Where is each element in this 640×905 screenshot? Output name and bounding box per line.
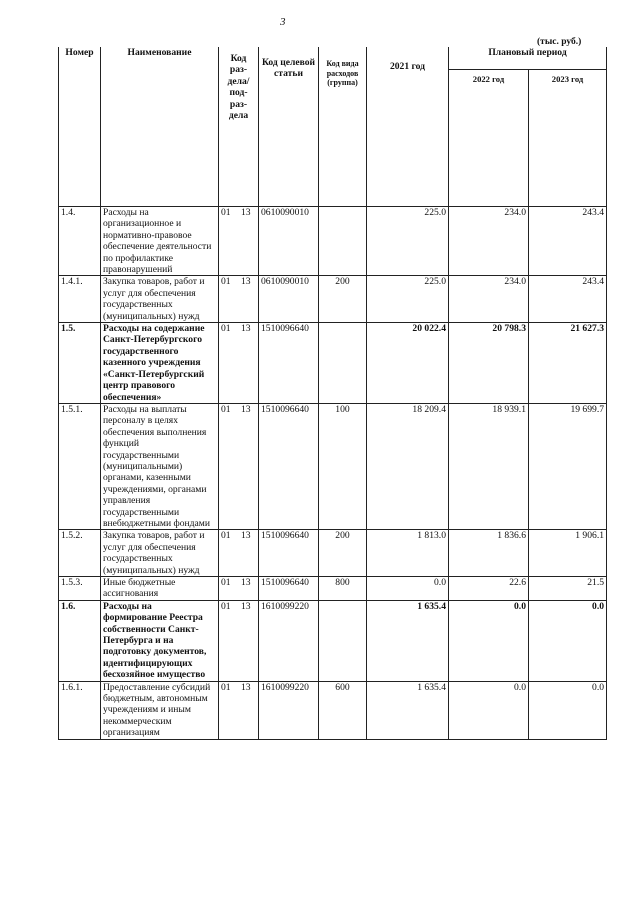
row-section: 01 — [221, 207, 231, 218]
row-target-code: 1510096640 — [259, 577, 319, 601]
row-target-code: 1510096640 — [259, 530, 319, 577]
page-number: 3 — [280, 16, 286, 28]
row-subsection: 13 — [241, 323, 251, 335]
row-subsection: 13 — [241, 403, 251, 415]
header-year-2022: 2022 год — [449, 70, 529, 159]
row-target-code: 1510096640 — [259, 323, 319, 404]
row-section: 01 — [221, 276, 231, 288]
row-section-code — [219, 276, 259, 323]
row-number: 1.6.1. — [59, 681, 101, 739]
row-amount-2021: 225.0 — [367, 276, 449, 323]
row-amount-2022: 234.0 — [449, 207, 529, 276]
row-number: 1.5.1. — [59, 403, 101, 529]
row-section: 01 — [221, 530, 231, 542]
table-row — [59, 530, 607, 577]
row-subsection: 13 — [241, 600, 251, 612]
row-target-code: 0610090010 — [259, 207, 319, 276]
table-row — [59, 577, 607, 601]
header-plan-period: Плановый период — [449, 47, 607, 70]
header-section-code: Код раз-дела/ под-раз-дела — [219, 47, 259, 158]
row-name: Закупка товаров, работ и услуг для обеспечения государственных (муниципальных) нужд — [101, 530, 219, 577]
row-amount-2023: 19 699.7 — [529, 403, 607, 529]
row-amount-2022: 234.0 — [449, 276, 529, 323]
table-row — [59, 403, 607, 529]
row-section-code — [219, 577, 259, 601]
row-amount-2022: 0.0 — [449, 681, 529, 739]
row-amount-2021: 18 209.4 — [367, 403, 449, 529]
row-amount-2022: 1 836.6 — [449, 530, 529, 577]
table-row — [59, 323, 607, 404]
row-expense-type — [319, 600, 367, 681]
row-expense-type: 200 — [319, 530, 367, 577]
row-amount-2023: 0.0 — [529, 681, 607, 739]
row-expense-type: 100 — [319, 403, 367, 529]
row-target-code: 1610099220 — [259, 681, 319, 739]
row-section-code — [219, 600, 259, 681]
header-spacer-row — [59, 158, 607, 207]
row-subsection: 13 — [241, 530, 251, 542]
row-amount-2023: 243.4 — [529, 276, 607, 323]
row-section: 01 — [221, 403, 231, 415]
row-amount-2021: 1 813.0 — [367, 530, 449, 577]
row-target-code: 0610090010 — [259, 276, 319, 323]
row-section: 01 — [221, 323, 231, 335]
row-name: Расходы на содержание Санкт-Петербургского государственного казенного учреждения «Санкт-Петербургский центр правового обеспечения» — [101, 323, 219, 404]
row-expense-type — [319, 207, 367, 276]
row-amount-2022: 22.6 — [449, 577, 529, 601]
header-target-code: Код целевой статьи — [259, 47, 319, 158]
row-amount-2021: 1 635.4 — [367, 600, 449, 681]
units-note: (тыс. руб.) — [537, 37, 582, 47]
row-subsection: 13 — [241, 207, 251, 218]
row-amount-2023: 21.5 — [529, 577, 607, 601]
row-section-code — [219, 681, 259, 739]
header-expense-type-code: Код вида расходов (группа) — [319, 47, 367, 158]
row-name: Расходы на выплаты персоналу в целях обеспечения выполнения функций государственными (муниципальными) органами, казенными учреждениями, органами управления государственными внебюджетными фондами — [101, 403, 219, 529]
row-amount-2021: 0.0 — [367, 577, 449, 601]
row-expense-type: 800 — [319, 577, 367, 601]
row-name: Закупка товаров, работ и услуг для обеспечения государственных (муниципальных) нужд — [101, 276, 219, 323]
row-name: Расходы на формирование Реестра собственности Санкт-Петербурга и на подготовку документов, идентифицирующих бесхозяйное имущество — [101, 600, 219, 681]
budget-table — [58, 47, 607, 740]
row-name: Предоставление субсидий бюджетным, автономным учреждениям и иным некоммерческим организациям — [101, 681, 219, 739]
row-target-code: 1510096640 — [259, 403, 319, 529]
row-amount-2023: 21 627.3 — [529, 323, 607, 404]
row-expense-type: 600 — [319, 681, 367, 739]
row-target-code: 1610099220 — [259, 600, 319, 681]
table-row — [59, 276, 607, 323]
row-section-code — [219, 323, 259, 404]
header-number: Номер — [59, 47, 101, 158]
row-amount-2022: 0.0 — [449, 600, 529, 681]
row-number: 1.4.1. — [59, 276, 101, 323]
row-subsection: 13 — [241, 577, 251, 588]
row-number: 1.4. — [59, 207, 101, 276]
row-amount-2023: 1 906.1 — [529, 530, 607, 577]
row-number: 1.5. — [59, 323, 101, 404]
row-section-code — [219, 403, 259, 529]
row-number: 1.5.3. — [59, 577, 101, 601]
table-row — [59, 207, 607, 276]
row-subsection: 13 — [241, 276, 251, 288]
row-number: 1.5.2. — [59, 530, 101, 577]
row-amount-2022: 18 939.1 — [449, 403, 529, 529]
table-row — [59, 600, 607, 681]
header-name: Наименование — [101, 47, 219, 158]
row-amount-2023: 0.0 — [529, 600, 607, 681]
row-amount-2023: 243.4 — [529, 207, 607, 276]
row-subsection: 13 — [241, 681, 251, 693]
row-section-code — [219, 530, 259, 577]
row-amount-2021: 1 635.4 — [367, 681, 449, 739]
row-section-code — [219, 207, 259, 276]
row-amount-2021: 225.0 — [367, 207, 449, 276]
row-expense-type: 200 — [319, 276, 367, 323]
row-number: 1.6. — [59, 600, 101, 681]
row-name: Расходы на организационное и нормативно-правовое обеспечение деятельности по профилактике правонарушений — [101, 207, 219, 276]
header-year-2023: 2023 год — [529, 70, 607, 159]
row-name: Иные бюджетные ассигнования — [101, 577, 219, 601]
table-row — [59, 681, 607, 739]
row-section: 01 — [221, 577, 231, 588]
row-expense-type — [319, 323, 367, 404]
row-amount-2022: 20 798.3 — [449, 323, 529, 404]
row-section: 01 — [221, 681, 231, 693]
row-section: 01 — [221, 600, 231, 612]
row-amount-2021: 20 022.4 — [367, 323, 449, 404]
header-year-2021: 2021 год — [367, 47, 449, 158]
